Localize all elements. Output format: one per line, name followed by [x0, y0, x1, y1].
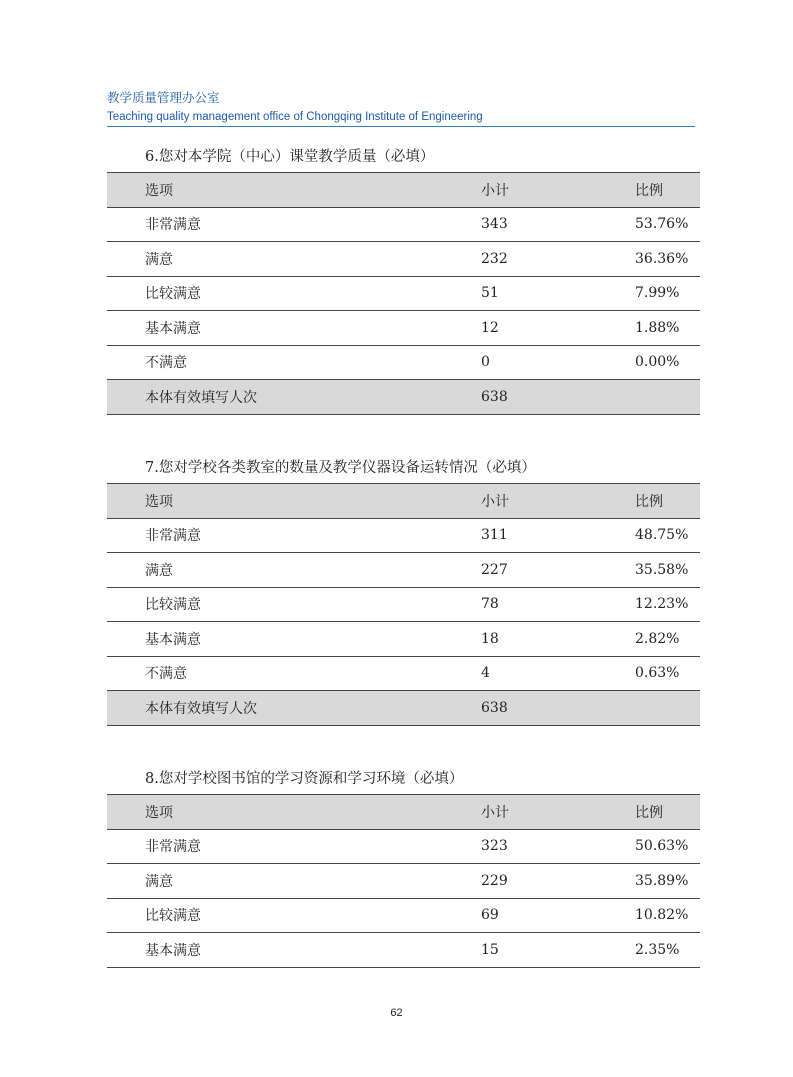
cell-option: 不满意 [107, 345, 381, 380]
cell-count: 51 [381, 276, 541, 311]
cell-count: 78 [381, 587, 541, 622]
cell-count: 229 [381, 864, 541, 899]
cell-ratio: 0.63% [541, 656, 700, 691]
cell-count: 69 [381, 898, 541, 933]
cell-count: 232 [381, 242, 541, 277]
cell-ratio: 35.58% [541, 553, 700, 588]
column-header-option: 选项 [107, 484, 381, 519]
cell-ratio: 0.00% [541, 345, 700, 380]
cell-count: 227 [381, 553, 541, 588]
cell-count: 311 [381, 518, 541, 553]
section-title: 6.您对本学院（中心）课堂教学质量（必填） [145, 149, 435, 165]
cell-option: 满意 [107, 864, 381, 899]
survey-section-7 [107, 457, 700, 726]
table-row [107, 518, 700, 553]
cell-option: 基本满意 [107, 311, 381, 346]
survey-table [107, 483, 700, 726]
page-number: 62 [390, 1007, 403, 1019]
cell-ratio: 48.75% [541, 518, 700, 553]
column-header-count: 小计 [381, 795, 541, 830]
cell-ratio: 53.76% [541, 207, 700, 242]
header-title-en: Teaching quality management office of Chongqing Institute of Engineering [107, 111, 483, 123]
table-total-row [107, 380, 700, 415]
cell-ratio: 36.36% [541, 242, 700, 277]
table-total-row [107, 691, 700, 726]
cell-option: 非常满意 [107, 518, 381, 553]
survey-section-6 [107, 146, 700, 415]
header-rule [107, 126, 695, 127]
table-row [107, 276, 700, 311]
table-header-row [107, 173, 700, 208]
section-title: 8.您对学校图书馆的学习资源和学习环境（必填） [145, 771, 464, 787]
cell-count: 0 [381, 345, 541, 380]
cell-ratio: 12.23% [541, 587, 700, 622]
cell-ratio: 50.63% [541, 829, 700, 864]
cell-option: 比较满意 [107, 587, 381, 622]
cell-count: 18 [381, 622, 541, 657]
cell-ratio: 7.99% [541, 276, 700, 311]
table-row [107, 345, 700, 380]
column-header-ratio: 比例 [541, 795, 700, 830]
cell-option: 基本满意 [107, 622, 381, 657]
cell-count: 343 [381, 207, 541, 242]
column-header-count: 小计 [381, 484, 541, 519]
cell-count: 4 [381, 656, 541, 691]
cell-count: 15 [381, 933, 541, 968]
cell-option: 非常满意 [107, 207, 381, 242]
column-header-count: 小计 [381, 173, 541, 208]
table-row [107, 933, 700, 968]
total-label: 本体有效填写人次 [107, 380, 381, 415]
table-row [107, 587, 700, 622]
cell-option: 满意 [107, 553, 381, 588]
column-header-option: 选项 [107, 795, 381, 830]
cell-ratio: 35.89% [541, 864, 700, 899]
column-header-option: 选项 [107, 173, 381, 208]
survey-table [107, 794, 700, 968]
cell-ratio: 2.82% [541, 622, 700, 657]
survey-section-8 [107, 768, 700, 968]
table-row [107, 898, 700, 933]
cell-option: 基本满意 [107, 933, 381, 968]
cell-count: 323 [381, 829, 541, 864]
table-row [107, 207, 700, 242]
table-row [107, 622, 700, 657]
total-ratio-empty [541, 380, 700, 415]
cell-option: 不满意 [107, 656, 381, 691]
total-count: 638 [381, 691, 541, 726]
table-row [107, 311, 700, 346]
total-count: 638 [381, 380, 541, 415]
section-title: 7.您对学校各类教室的数量及教学仪器设备运转情况（必填） [145, 460, 536, 476]
cell-ratio: 10.82% [541, 898, 700, 933]
table-row [107, 864, 700, 899]
cell-option: 比较满意 [107, 898, 381, 933]
cell-option: 非常满意 [107, 829, 381, 864]
table-row [107, 242, 700, 277]
cell-ratio: 2.35% [541, 933, 700, 968]
header-title-cn: 教学质量管理办公室 [107, 90, 220, 105]
survey-table [107, 172, 700, 415]
cell-count: 12 [381, 311, 541, 346]
total-label: 本体有效填写人次 [107, 691, 381, 726]
table-row [107, 656, 700, 691]
cell-option: 满意 [107, 242, 381, 277]
cell-option: 比较满意 [107, 276, 381, 311]
column-header-ratio: 比例 [541, 484, 700, 519]
table-row [107, 553, 700, 588]
table-header-row [107, 484, 700, 519]
total-ratio-empty [541, 691, 700, 726]
table-row [107, 829, 700, 864]
cell-ratio: 1.88% [541, 311, 700, 346]
table-header-row [107, 795, 700, 830]
column-header-ratio: 比例 [541, 173, 700, 208]
page-header [107, 90, 695, 125]
